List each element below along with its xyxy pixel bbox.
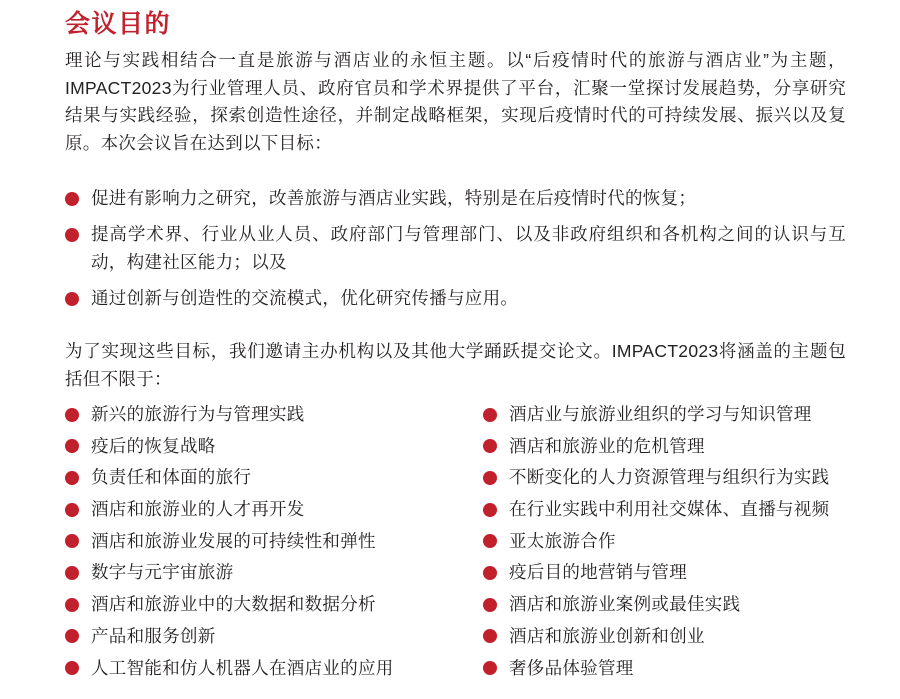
topic-label: 奢侈品体验管理 — [509, 657, 634, 678]
objective-text: 提高学术界、行业从业人员、政府部门与管理部门、以及非政府组织和各机构之间的认识与互动，构建社区能力；以及 — [91, 224, 846, 272]
topic-label: 不断变化的人力资源管理与组织行为实践 — [509, 467, 830, 488]
topic-label: 负责任和体面的旅行 — [91, 467, 252, 488]
topic-item — [65, 655, 483, 683]
topic-item — [65, 464, 483, 492]
objective-item — [65, 221, 846, 276]
bullet-icon — [483, 661, 497, 675]
topic-item — [483, 464, 846, 492]
topic-item — [483, 559, 846, 587]
bullet-icon — [483, 471, 497, 485]
bullet-icon — [65, 439, 79, 453]
section-title: 会议目的 — [65, 10, 172, 38]
topic-label: 人工智能和仿人机器人在酒店业的应用 — [91, 657, 394, 678]
topic-label: 亚太旅游合作 — [509, 530, 616, 551]
topic-item — [483, 623, 846, 651]
bullet-icon — [65, 629, 79, 643]
bullet-icon — [65, 598, 79, 612]
call-for-papers-paragraph: 为了实现这些目标，我们邀请主办机构以及其他大学踊跃提交论文。IMPACT2023将涵盖的主题包括但不限于： — [65, 341, 846, 389]
topic-label: 疫后的恢复战略 — [91, 435, 216, 456]
objective-text: 促进有影响力之研究，改善旅游与酒店业实践，特别是在后疫情时代的恢复； — [91, 188, 697, 208]
intro-paragraph: 理论与实践相结合一直是旅游与酒店业的永恒主题。以“后疫情时代的旅游与酒店业”为主题，IMPACT2023为行业管理人员、政府官员和学术界提供了平台，汇聚一堂探讨发展趋势，分享研究结果与实践经验，探索创造性途径，并制定战略框架，实现后疫情时代的可持续发展、振兴以及复原。本次会议旨在达到以下目标： — [65, 50, 846, 153]
topic-label: 新兴的旅游行为与管理实践 — [91, 404, 305, 424]
bullet-icon — [65, 471, 79, 485]
bullet-icon — [483, 629, 497, 643]
topic-item — [65, 528, 483, 556]
topic-label: 酒店业与旅游业组织的学习与知识管理 — [509, 404, 812, 424]
objective-item — [65, 285, 846, 313]
topic-label: 酒店和旅游业的人才再开发 — [91, 499, 305, 520]
topic-label: 酒店和旅游业案例或最佳实践 — [509, 594, 741, 615]
topics-grid — [65, 401, 846, 686]
topic-label: 疫后目的地营销与管理 — [509, 562, 687, 583]
topic-item — [65, 401, 483, 429]
topic-item — [483, 496, 846, 524]
bullet-icon — [483, 566, 497, 580]
topics-column-right — [483, 401, 846, 686]
topic-item — [483, 401, 846, 429]
topic-item — [65, 433, 483, 461]
topic-item — [65, 623, 483, 651]
objective-item — [65, 185, 846, 213]
objectives-list — [65, 185, 846, 312]
topic-item — [65, 496, 483, 524]
topic-label: 酒店和旅游业的危机管理 — [509, 435, 705, 456]
bullet-icon — [65, 566, 79, 580]
topic-item — [483, 528, 846, 556]
objective-text: 通过创新与创造性的交流模式，优化研究传播与应用。 — [91, 287, 519, 308]
bullet-icon — [483, 439, 497, 453]
topic-item — [483, 655, 846, 683]
bullet-icon — [65, 661, 79, 675]
bullet-icon — [65, 228, 79, 242]
bullet-icon — [65, 292, 79, 306]
topic-label: 在行业实践中利用社交媒体、直播与视频 — [509, 499, 830, 520]
bullet-icon — [65, 534, 79, 548]
bullet-icon — [483, 503, 497, 517]
topic-item — [65, 591, 483, 619]
bullet-icon — [65, 503, 79, 517]
topic-item — [483, 433, 846, 461]
topics-column-left — [65, 401, 483, 686]
bullet-icon — [483, 598, 497, 612]
bullet-icon — [65, 408, 79, 422]
bullet-icon — [483, 534, 497, 548]
topic-item — [65, 559, 483, 587]
topic-label: 酒店和旅游业创新和创业 — [509, 625, 705, 646]
bullet-icon — [483, 408, 497, 422]
topic-label: 酒店和旅游业中的大数据和数据分析 — [91, 594, 376, 615]
topic-item — [483, 591, 846, 619]
topic-label: 数字与元宇宙旅游 — [91, 562, 234, 583]
topic-label: 酒店和旅游业发展的可持续性和弹性 — [91, 530, 376, 551]
topic-label: 产品和服务创新 — [91, 625, 216, 646]
bullet-icon — [65, 192, 79, 206]
